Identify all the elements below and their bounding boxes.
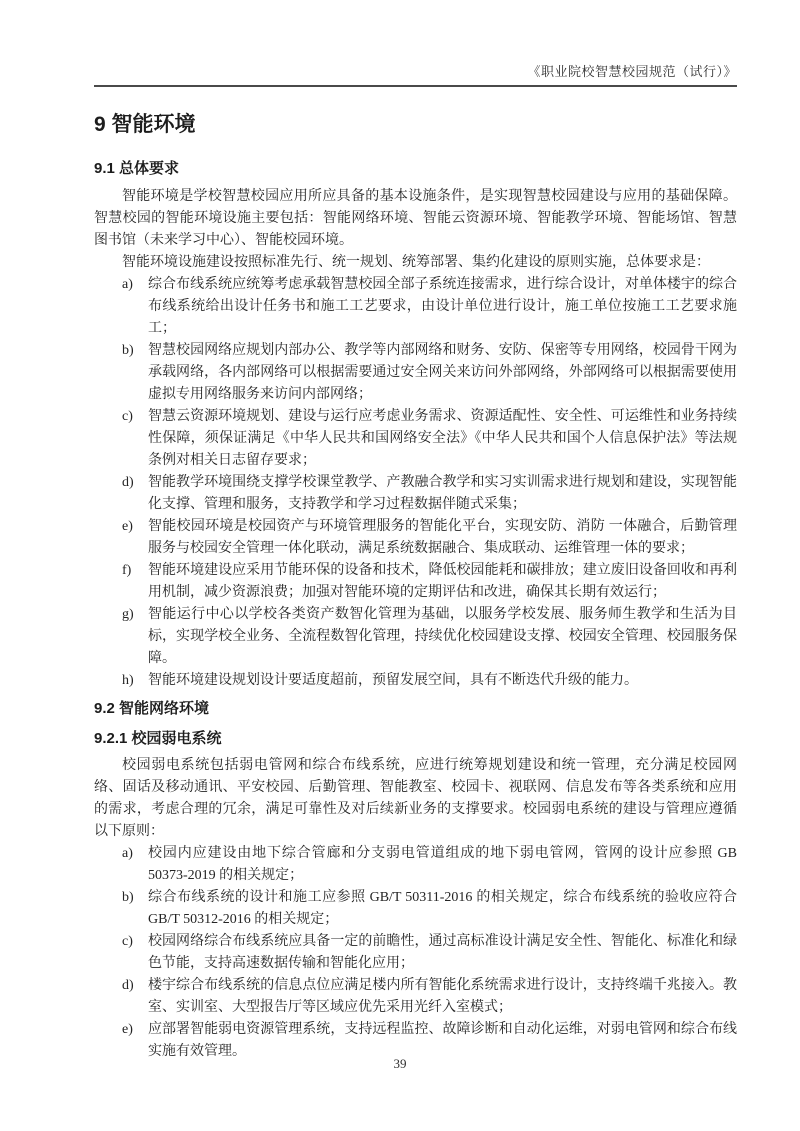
list-item-marker: a) [122,277,133,292]
document-body [94,112,737,1063]
chapter-title: 9 智能环境 [94,113,196,136]
list-item-text: 智能环境建设应采用节能环保的设备和技术，降低校园能耗和碳排放；建立废旧设备回收和再利用机制，减少资源浪费；加强对智能环境的定期评估和改进，确保其长期有效运行； [148,563,737,600]
list-item [94,340,737,406]
section-9-1-intro-paragraph-1: 智能环境是学校智慧校园应用所应具备的基本设施条件，是实现智慧校园建设与应用的基础保障。智慧校园的智能环境设施主要包括：智能网络环境、智能云资源环境、智能教学环境、智能场馆、智慧图书馆（未来学习中心）、智能校园环境。 [94,189,737,248]
page-number: 39 [393,1056,407,1071]
header-divider [94,85,737,87]
list-item-marker: d) [122,475,134,490]
list-item-marker: d) [122,978,134,993]
list-item-marker: b) [122,890,134,905]
list-item-text: 智慧云资源环境规划、建设与运行应考虑业务需求、资源适配性、安全性、可运维性和业务持续性保障，须保证满足《中华人民共和国网络安全法》《中华人民共和国个人信息保护法》等法规条例对相关日志留存要求； [148,409,737,468]
section-heading-9-2-1: 9.2.1 校园弱电系统 [94,730,222,747]
list-item-marker: f) [122,563,132,578]
list-item [94,560,737,604]
list-item-marker: e) [122,1022,133,1037]
list-item-marker: h) [122,673,134,688]
section-9-1-list [94,274,737,692]
list-item-text: 校园网络综合布线系统应具备一定的前瞻性，通过高标准设计满足安全性、智能化、标准化和绿色节能，支持高速数据传输和智能化应用； [148,934,737,971]
list-item [94,516,737,560]
list-item [94,887,737,931]
list-item-marker: c) [122,409,133,424]
list-item-marker: g) [122,607,134,622]
section-heading-9-2: 9.2 智能网络环境 [94,700,210,717]
list-item-marker: a) [122,846,133,861]
list-item-text: 应部署智能弱电资源管理系统，支持远程监控、故障诊断和自动化运维，对弱电管网和综合布线实施有效管理。 [148,1022,737,1059]
list-item-marker: e) [122,519,133,534]
section-9-2-1-intro-paragraph: 校园弱电系统包括弱电管网和综合布线系统，应进行统筹规划建设和统一管理，充分满足校园网络、固话及移动通讯、平安校园、后勤管理、智能教室、校园卡、视联网、信息发布等各类系统和应用的需求，考虑合理的冗余，满足可靠性及对后续新业务的支撑要求。校园弱电系统的建设与管理应遵循以下原则： [94,758,737,839]
list-item-text: 智能环境建设规划设计要适度超前，预留发展空间，具有不断迭代升级的能力。 [148,673,638,688]
list-item [94,472,737,516]
section-heading-9-1: 9.1 总体要求 [94,160,180,177]
list-item-marker: b) [122,343,134,358]
list-item [94,406,737,472]
list-item [94,274,737,340]
list-item-text: 智能校园环境是校园资产与环境管理服务的智能化平台，实现安防、消防 一体融合，后勤管理服务与校园安全管理一体化联动，满足系统数据融合、集成联动、运维管理一体的要求； [148,519,737,556]
list-item-text: 楼宇综合布线系统的信息点位应满足楼内所有智能化系统需求进行设计，支持终端千兆接入。教室、实训室、大型报告厅等区域应优先采用光纤入室模式； [148,978,737,1015]
list-item [94,670,737,692]
list-item-text: 综合布线系统应统筹考虑承载智慧校园全部子系统连接需求，进行综合设计，对单体楼宇的综合布线系统给出设计任务书和施工工艺要求，由设计单位进行设计，施工单位按施工工艺要求施工； [148,277,737,336]
list-item-text: 智慧校园网络应规划内部办公、教学等内部网络和财务、安防、保密等专用网络，校园骨干网为承载网络，各内部网络可以根据需要通过安全网关来访问外部网络，外部网络可以根据需要使用虚拟专用网络服务来访问内部网络； [148,343,737,402]
list-item [94,975,737,1019]
list-item-text: 智能教学环境围绕支撑学校课堂教学、产教融合教学和实习实训需求进行规划和建设，实现智能化支撑、管理和服务，支持教学和学习过程数据伴随式采集； [148,475,737,512]
section-9-2-1-list [94,843,737,1063]
list-item [94,604,737,670]
list-item [94,931,737,975]
section-9-1-intro-paragraph-2: 智能环境设施建设按照标准先行、统一规划、统筹部署、集约化建设的原则实施，总体要求是： [122,255,710,270]
list-item [94,843,737,887]
list-item-text: 智能运行中心以学校各类资产数智化管理为基础，以服务学校发展、服务师生教学和生活为目标，实现学校全业务、全流程数智化管理，持续优化校园建设支撑、校园安全管理、校园服务保障。 [148,607,737,666]
document-header-title: 《职业院校智慧校园规范（试行）》 [527,64,737,79]
list-item-marker: c) [122,934,133,949]
list-item-text: 校园内应建设由地下综合管廊和分支弱电管道组成的地下弱电管网，管网的设计应参照 GB 50373-2019 的相关规定； [148,846,737,883]
list-item-text: 综合布线系统的设计和施工应参照 GB/T 50311-2016 的相关规定，综合布线系统的验收应符合 GB/T 50312-2016 的相关规定； [148,890,737,927]
